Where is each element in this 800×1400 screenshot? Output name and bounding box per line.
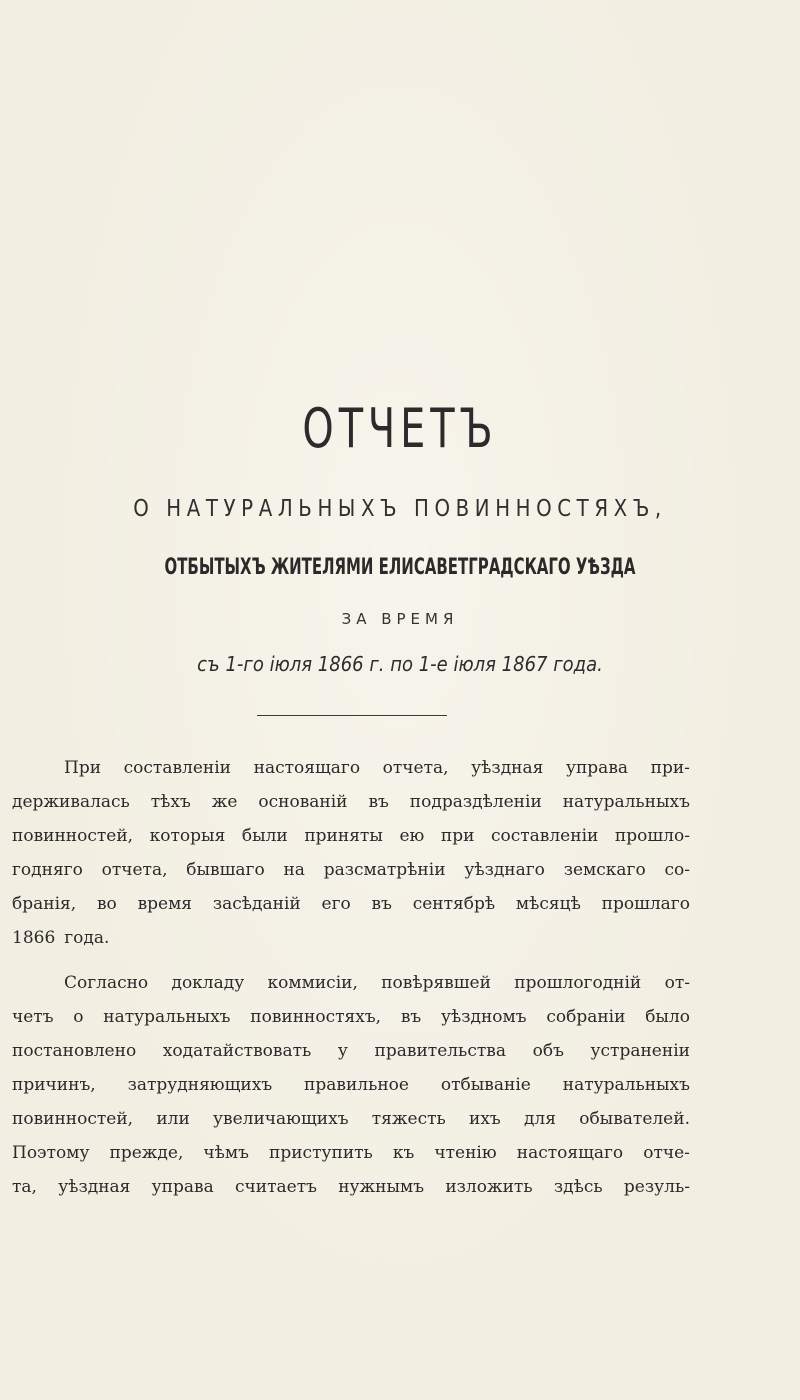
- paragraph-2: [12, 966, 690, 1204]
- text-line: Поэтому прежде, чѣмъ приступить къ чтенію настоящаго отче-: [12, 1143, 690, 1163]
- subtitle-period-dates: съ 1-го іюля 1866 г. по 1-е іюля 1867 года.: [197, 652, 603, 676]
- text-line: годняго отчета, бывшаго на разсматрѣніи уѣзднаго земскаго со-: [12, 860, 690, 880]
- text-line: та, уѣздная управа считаетъ нужнымъ изложить здѣсь резуль-: [12, 1177, 690, 1197]
- text-line: повинностей, которыя были приняты ею при составленіи прошло-: [12, 826, 690, 846]
- text-line: Согласно докладу коммисіи, повѣрявшей прошлогодній от-: [64, 973, 690, 993]
- text-line: При составленіи настоящаго отчета, уѣздная управа при-: [64, 758, 690, 778]
- text-line: держивалась тѣхъ же основаній въ подраздѣленіи натуральныхъ: [12, 792, 690, 812]
- text-line: 1866 года.: [12, 928, 110, 948]
- document-title: ОТЧЕТЪ: [302, 397, 498, 460]
- text-line: повинностей, или увеличающихъ тяжесть ихъ для обывателей.: [12, 1109, 690, 1129]
- subtitle-subject: О НАТУРАЛЬНЫХЪ ПОВИННОСТЯХЪ,: [133, 496, 667, 522]
- text-line: причинъ, затрудняющихъ правильное отбываніе натуральныхъ: [12, 1075, 690, 1095]
- paragraph-1: [12, 751, 690, 955]
- text-line: постановлено ходатайствовать у правительства объ устраненіи: [12, 1041, 690, 1061]
- text-line: бранія, во время засѣданій его въ сентябрѣ мѣсяцѣ прошлаго: [12, 894, 690, 914]
- subtitle-period-label: ЗА ВРЕМЯ: [341, 610, 459, 628]
- title-divider: [257, 715, 447, 716]
- subtitle-district: ОТБЫТЫХЪ ЖИТЕЛЯМИ ЕЛИСАВЕТГРАДСКАГО УѢЗДА: [164, 555, 636, 580]
- text-line: четъ о натуральныхъ повинностяхъ, въ уѣздномъ собраніи было: [12, 1007, 690, 1027]
